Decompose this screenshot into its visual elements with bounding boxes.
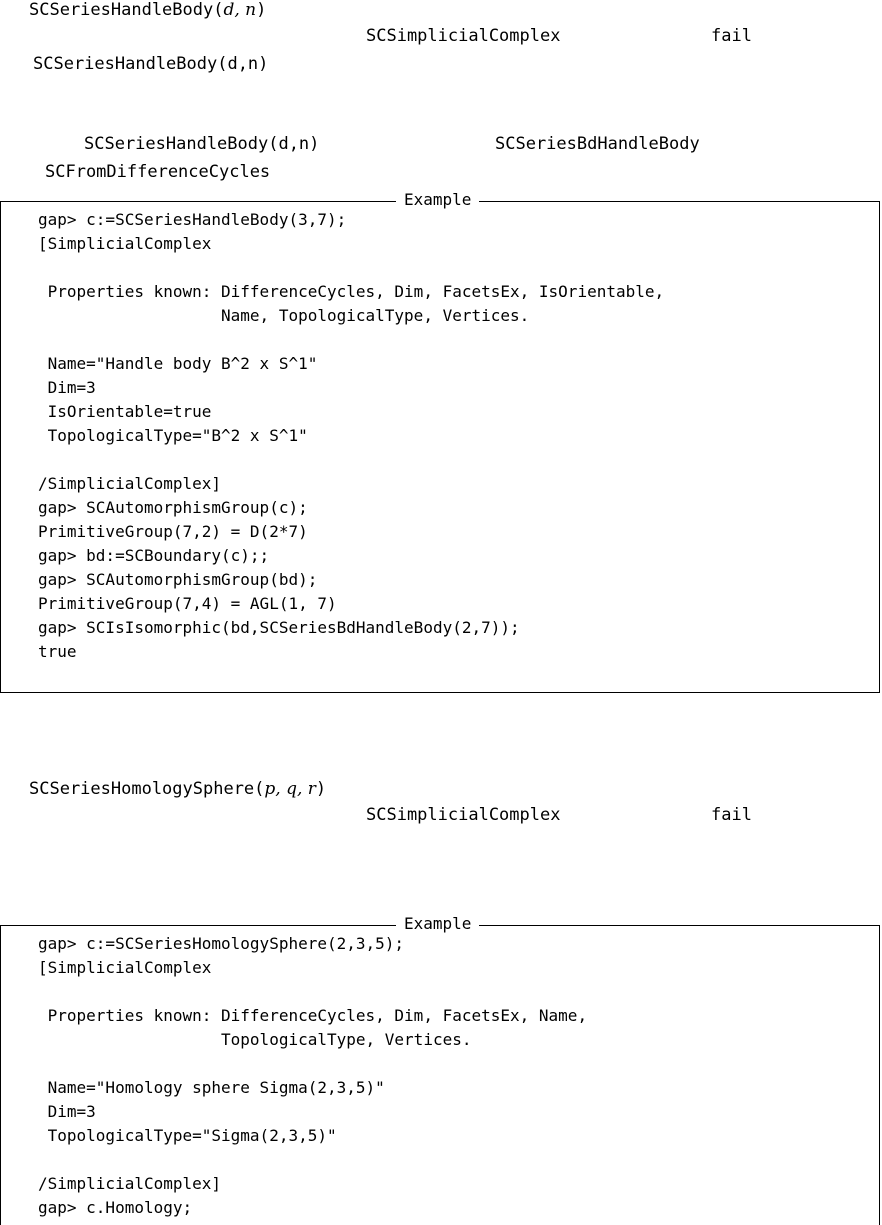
code-line: TopologicalType, Vertices. xyxy=(38,1030,472,1049)
ref-bd-handle-body: SCSeriesBdHandleBody xyxy=(495,134,700,154)
code-line: Name, TopologicalType, Vertices. xyxy=(38,306,530,325)
code-line: gap> SCIsIsomorphic(bd,SCSeriesBdHandleBody(2,7)); xyxy=(38,618,520,637)
code-line: /SimplicialComplex] xyxy=(38,474,222,493)
code-line: Dim=3 xyxy=(38,378,96,397)
code-line: [SimplicialComplex xyxy=(38,958,212,977)
ref-from-difference-cycles: SCFromDifferenceCycles xyxy=(45,162,271,182)
ref-call: SCSeriesHandleBody(d,n) xyxy=(84,134,320,154)
code-line: [SimplicialComplex xyxy=(38,234,212,253)
code-line: Name="Homology sphere Sigma(2,3,5)" xyxy=(38,1078,385,1097)
code-line: /SimplicialComplex] xyxy=(38,1174,222,1193)
function-signature-handle-body xyxy=(29,0,266,20)
code-line: gap> bd:=SCBoundary(c);; xyxy=(38,546,270,565)
example-box-handle-body xyxy=(0,190,880,693)
code-line: gap> SCAutomorphismGroup(bd); xyxy=(38,570,318,589)
returns-fail: fail xyxy=(711,805,752,825)
code-line: PrimitiveGroup(7,4) = AGL(1, 7) xyxy=(38,594,337,613)
code-line: gap> SCAutomorphismGroup(c); xyxy=(38,498,308,517)
signature-close: ) xyxy=(315,779,327,799)
example-code xyxy=(38,932,587,1220)
example-label: Example xyxy=(396,190,479,210)
code-line: gap> c:=SCSeriesHandleBody(3,7); xyxy=(38,210,347,229)
signature-name: SCSeriesHandleBody( xyxy=(29,0,224,20)
code-line: Properties known: DifferenceCycles, Dim, FacetsEx, Name, xyxy=(38,1006,588,1025)
code-line: gap> c:=SCSeriesHomologySphere(2,3,5); xyxy=(38,934,405,953)
returns-fail: fail xyxy=(711,26,752,46)
code-line: gap> c.Homology; xyxy=(38,1198,193,1217)
returns-type: SCSimplicialComplex xyxy=(366,26,561,46)
code-line: TopologicalType="B^2 x S^1" xyxy=(38,426,308,445)
function-signature-homology-sphere xyxy=(29,779,326,799)
code-line: Name="Handle body B^2 x S^1" xyxy=(38,354,318,373)
example-code xyxy=(38,208,664,664)
code-line: TopologicalType="Sigma(2,3,5)" xyxy=(38,1126,337,1145)
call-text: SCSeriesHandleBody(d,n) xyxy=(33,54,269,74)
code-line: Properties known: DifferenceCycles, Dim, FacetsEx, IsOrientable, xyxy=(38,282,665,301)
signature-args: d, n xyxy=(223,0,257,20)
returns-type: SCSimplicialComplex xyxy=(366,805,561,825)
code-line: PrimitiveGroup(7,2) = D(2*7) xyxy=(38,522,308,541)
example-box-homology-sphere xyxy=(0,914,880,1225)
code-line: IsOrientable=true xyxy=(38,402,212,421)
signature-close: ) xyxy=(256,0,267,20)
signature-args: p, q, r xyxy=(264,779,316,799)
code-line: true xyxy=(38,642,77,661)
example-label: Example xyxy=(396,914,479,934)
code-line: Dim=3 xyxy=(38,1102,96,1121)
signature-name: SCSeriesHomologySphere( xyxy=(29,779,265,799)
